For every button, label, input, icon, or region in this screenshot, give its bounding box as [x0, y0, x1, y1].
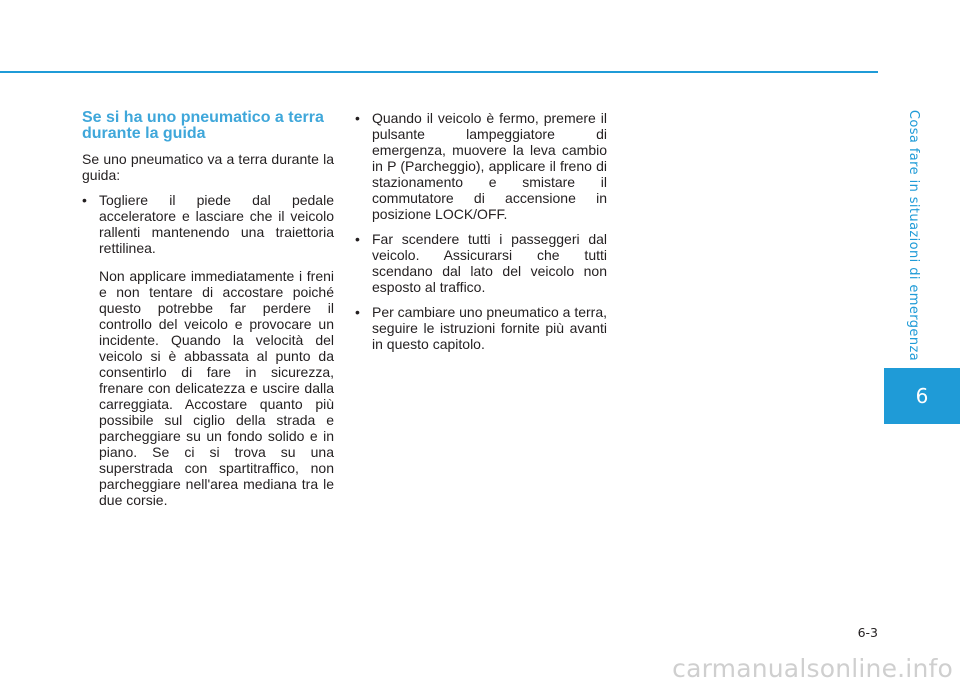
list-item — [355, 231, 607, 295]
list-item-text: Togliere il piede dal pedale acceleratore e lasciare che il veicolo rallenti mantenendo una traiettoria rettilinea. — [99, 192, 334, 256]
watermark-text: carmanualsonline.info — [672, 654, 953, 683]
left-column — [82, 110, 334, 517]
right-column — [355, 110, 607, 361]
right-bullet-list — [355, 110, 607, 352]
list-item — [355, 110, 607, 222]
section-intro: Se uno pneumatico va a terra durante la guida: — [82, 151, 334, 183]
bullet-marker: • — [82, 192, 87, 208]
list-item-text: Per cambiare uno pneumatico a terra, seguire le istruzioni fornite più avanti in questo capitolo. — [372, 304, 608, 352]
page-number: 6-3 — [857, 625, 878, 640]
list-item — [355, 304, 607, 352]
list-item — [82, 192, 334, 508]
section-title: Se si ha uno pneumatico a terra durante la guida — [82, 109, 324, 142]
header-rule — [0, 71, 878, 73]
chapter-number: 6 — [915, 384, 929, 408]
list-item-continuation: Non applicare immediatamente i freni e non tentare di accostare poiché questo potrebbe far perdere il controllo del veicolo e provocare un incidente. Quando la velocità del veicolo si è abbassata al punto da consentirlo di fare in sicurezza, frenare con delicatezza e uscire dalla carreggiata. Accostare quanto più possibile sul ciglio della strada e parcheggiare su un fondo solido e in piano. Se ci si trova su una superstrada con spartitraffico, non parcheggiare nell'area mediana tra le due corsie. — [99, 268, 334, 508]
list-item-text: Quando il veicolo è fermo, premere il pulsante lampeggiatore di emergenza, muovere la leva cambio in P (Parcheggio), applicare il freno di stazionamento e smistare il commutatore di accensione in posizione LOCK/OFF. — [372, 110, 607, 222]
left-bullet-list — [82, 192, 334, 508]
bullet-marker: • — [355, 304, 360, 320]
chapter-side-title — [884, 100, 944, 370]
chapter-tab — [884, 368, 960, 424]
chapter-side-title-text: Cosa fare in situazioni di emergenza — [906, 109, 922, 361]
bullet-marker: • — [355, 231, 360, 247]
list-item-text: Far scendere tutti i passeggeri dal veicolo. Assicurarsi che tutti scendano dal lato del veicolo non esposto al traffico. — [372, 231, 607, 295]
bullet-marker: • — [355, 110, 360, 126]
